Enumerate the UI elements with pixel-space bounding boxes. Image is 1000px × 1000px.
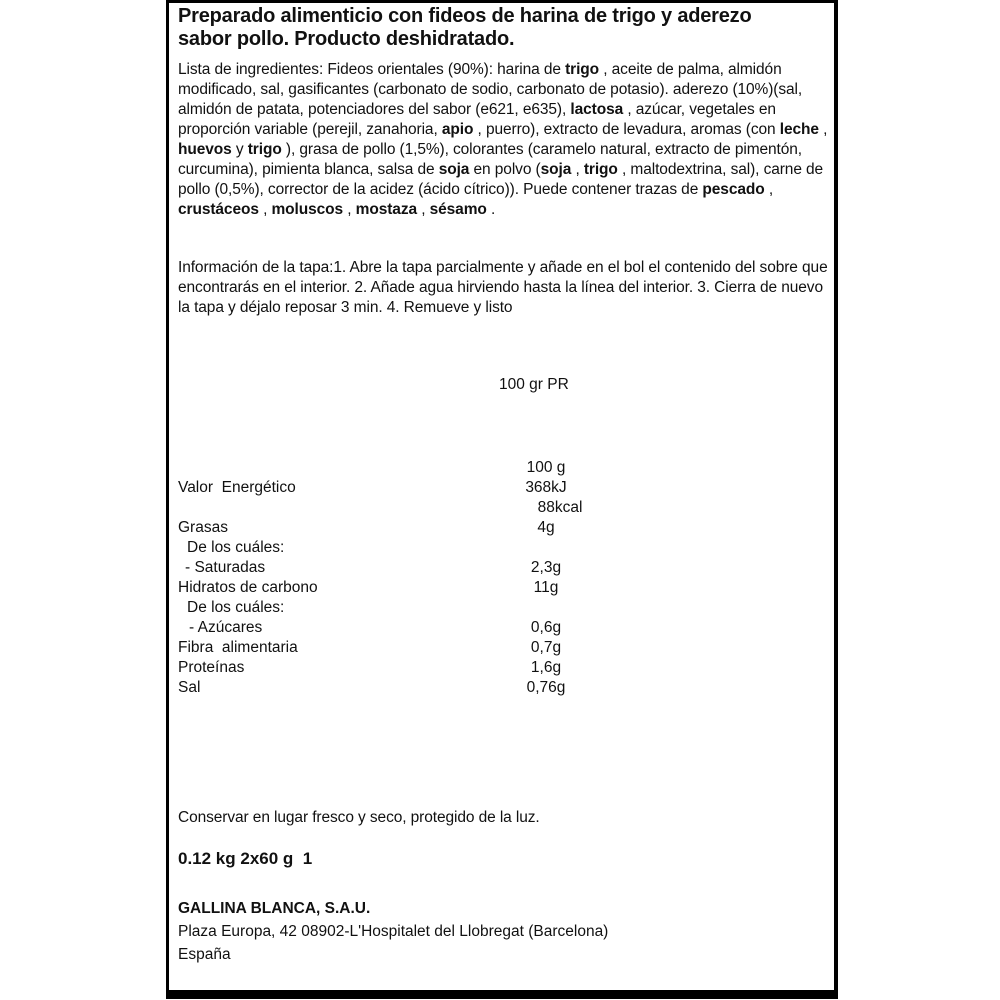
nutrition-label: Proteínas (178, 659, 245, 676)
nutrition-row (178, 598, 638, 618)
ingredient-text: en polvo ( (469, 161, 541, 178)
nutrition-value: 2,3g (530, 559, 562, 576)
nutrition-label: Hidratos de carbono (178, 579, 318, 596)
nutrition-label: De los cuáles: (187, 599, 285, 616)
nutrition-row (178, 558, 638, 578)
nutrition-value: 368kJ (525, 479, 567, 496)
allergen-bold-text: apio (441, 121, 474, 138)
net-weight: 0.12 kg 2x60 g 1 (178, 849, 313, 868)
ingredients-text (178, 60, 830, 220)
manufacturer-address: Plaza Europa, 42 08902-L'Hospitalet del Llobregat (Barcelona) (178, 923, 609, 940)
nutrition-row (178, 498, 638, 518)
nutrition-row (178, 518, 638, 538)
nutrition-value: 11g (533, 579, 559, 596)
allergen-bold-text: trigo (583, 161, 618, 178)
ingredient-text: y (231, 141, 248, 158)
allergen-bold-text: moluscos (271, 201, 344, 218)
ingredient-text: , puerro), extracto de levadura, aromas (con (473, 121, 780, 138)
ingredient-text: , (417, 201, 430, 218)
nutrition-row (178, 478, 638, 498)
nutrition-row (178, 638, 638, 658)
nutrition-label: - Saturadas (185, 559, 266, 576)
nutrition-row (178, 678, 638, 698)
nutrition-label: Valor Energético (178, 479, 296, 496)
nutrition-label: Grasas (178, 519, 228, 536)
nutrition-row (178, 538, 638, 558)
nutrition-label: De los cuáles: (187, 539, 285, 556)
allergen-bold-text: huevos (178, 141, 232, 158)
nutrition-value: 88kcal (537, 499, 583, 516)
product-title (178, 5, 834, 51)
storage-text: Conservar en lugar fresco y seco, protegido de la luz. (178, 809, 540, 826)
preparation-instructions: Información de la tapa:1. Abre la tapa parcialmente y añade en el bol el contenido del sobre que encontrarás en el interior. 2. Añade agua hirviendo hasta la línea del interior. 3. Cierra de nuevo la tapa y déjalo reposar 3 min. 4. Remueve y listo (178, 259, 828, 316)
nutrition-value: 0,7g (530, 639, 562, 656)
nutrition-label: Sal (178, 679, 201, 696)
ingredient-text: , (258, 201, 272, 218)
allergen-bold-text: lactosa (570, 101, 624, 118)
nutrition-value: 0,76g (526, 679, 566, 696)
allergen-bold-text: mostaza (355, 201, 417, 218)
ingredient-text: Lista de ingredientes: Fideos orientales (90%): harina de (178, 61, 566, 78)
nutrition-value: 4g (537, 519, 555, 536)
product-title-line-2: sabor pollo. Producto deshidratado. (178, 28, 515, 50)
ingredient-text: , azúcar, vegetales en proporción variable (perejil, zanahoria, (178, 101, 776, 138)
allergen-bold-text: leche (779, 121, 819, 138)
product-title-line-1: Preparado alimenticio con fideos de harina de trigo y aderezo (178, 5, 752, 27)
allergen-bold-text: soja (540, 161, 572, 178)
nutrition-row (178, 618, 638, 638)
nutrition-value: 1,6g (530, 659, 562, 676)
nutrition-row (178, 578, 638, 598)
ingredient-text: , (818, 121, 828, 138)
nutrition-label: - Azúcares (189, 619, 263, 636)
ingredient-text: , (343, 201, 356, 218)
allergen-bold-text: pescado (702, 181, 765, 198)
nutrition-value: 0,6g (530, 619, 562, 636)
nutrition-table (178, 458, 638, 698)
allergen-bold-text: trigo (565, 61, 600, 78)
ingredient-text: , aceite de palma, almidón modificado, sal, gasificantes (carbonato de sodio, carbonato de potasio). aderezo (10%)(sal, almidón de patata, potenciadores del sabor (e621, e635), (178, 61, 803, 118)
manufacturer-country: España (178, 946, 231, 963)
allergen-bold-text: sésamo (429, 201, 487, 218)
ingredient-text: . (486, 201, 496, 218)
portion-header: 100 gr PR (499, 376, 569, 393)
allergen-bold-text: crustáceos (178, 201, 259, 218)
ingredient-text: , (764, 181, 774, 198)
nutrition-label: Fibra alimentaria (178, 639, 298, 656)
ingredient-text: , maltodextrina, sal), carne de pollo (0,5%), corrector de la acidez (ácido cítrico)). Puede contener trazas de (178, 161, 824, 198)
label-box (166, 0, 838, 999)
ingredient-text: , (571, 161, 584, 178)
manufacturer-name: GALLINA BLANCA, S.A.U. (178, 900, 371, 917)
ingredient-text: ), grasa de pollo (1,5%), colorantes (caramelo natural, extracto de pimentón, curcumina), pimienta blanca, salsa de (178, 141, 803, 178)
manufacturer-block (178, 897, 818, 966)
nutrition-row (178, 458, 638, 478)
allergen-bold-text: trigo (247, 141, 282, 158)
allergen-bold-text: soja (438, 161, 470, 178)
nutrition-value: 100 g (526, 459, 566, 476)
nutrition-row (178, 658, 638, 678)
